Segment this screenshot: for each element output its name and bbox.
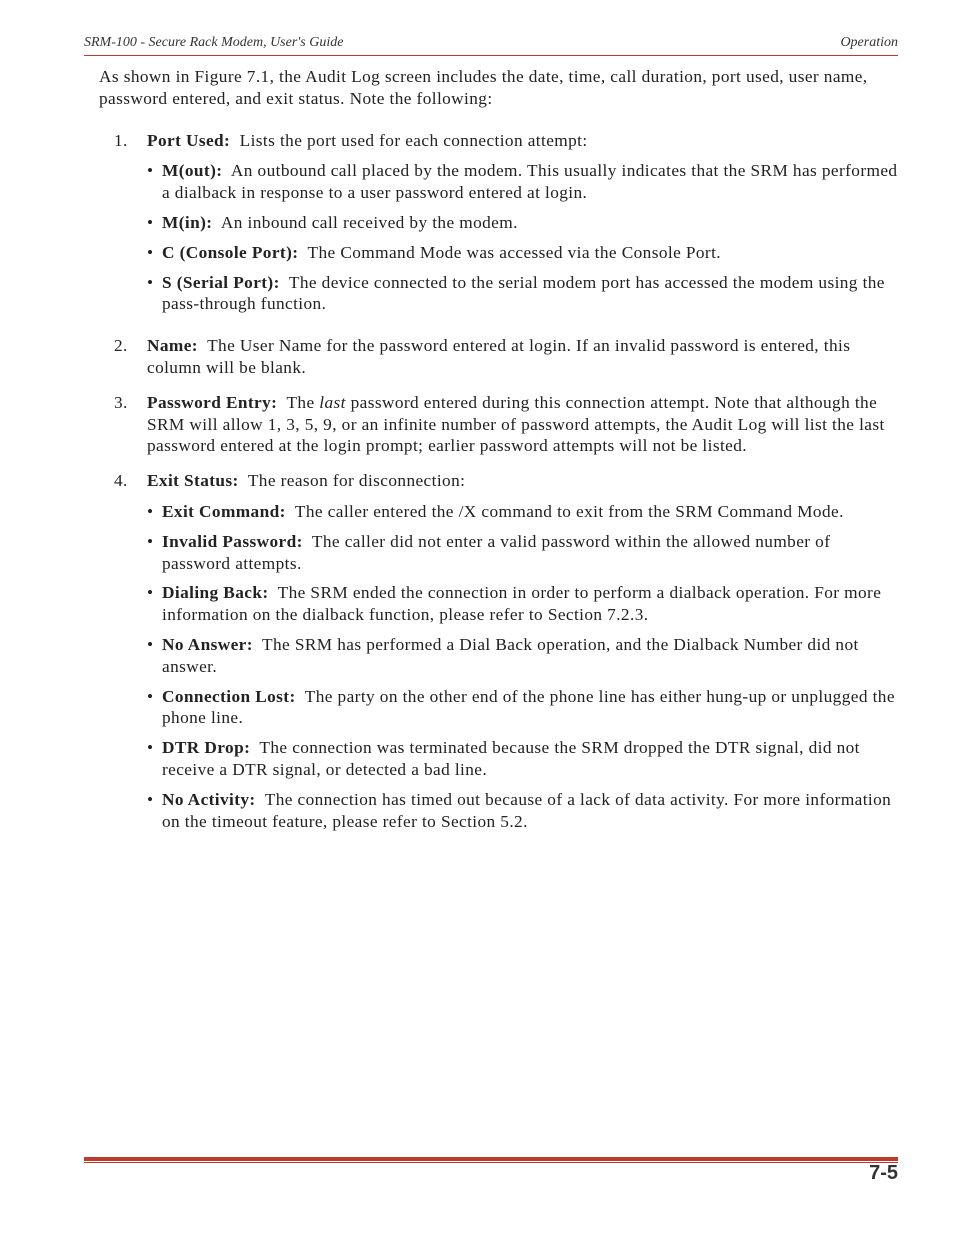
sub-text: The connection has timed out because of a lack of data activity. For more information on the timeout feature, please refer to Section 5.2.: [162, 789, 892, 831]
bullet: •: [147, 634, 154, 654]
sub-term: Exit Command:: [162, 501, 286, 521]
bullet: •: [147, 686, 154, 706]
list-item-exit-status: [99, 470, 899, 832]
item-text: The: [286, 392, 315, 412]
notes-list: [99, 130, 899, 833]
exit-status-sublist: [147, 501, 899, 832]
sub-text: The device connected to the serial modem port has accessed the modem using the pass-through function.: [162, 272, 885, 314]
sub-text: An outbound call placed by the modem. This usually indicates that the SRM has performed a dialback in response to a user password entered at login.: [162, 161, 898, 203]
sub-term: Connection Lost:: [162, 686, 296, 706]
sublist-item: [147, 686, 899, 730]
sublist-item: [147, 242, 899, 264]
sub-term: No Activity:: [162, 789, 256, 809]
sub-term: S (Serial Port):: [162, 272, 280, 292]
footer-rule-thin: [84, 1162, 898, 1163]
sublist-item: [147, 272, 899, 316]
sublist-item: [147, 789, 899, 833]
header-section: Operation: [840, 35, 898, 50]
header-title: SRM-100 - Secure Rack Modem, User's Guide: [84, 35, 344, 50]
list-item-password-entry: [99, 392, 899, 457]
sub-text: The caller did not enter a valid password within the allowed number of password attempts.: [162, 531, 831, 573]
item-term: Name:: [147, 336, 198, 356]
sublist-item: [147, 501, 899, 523]
item-number: 3.: [114, 392, 128, 412]
sub-term: C (Console Port):: [162, 242, 299, 262]
sub-term: M(in):: [162, 212, 213, 232]
bullet: •: [147, 531, 154, 551]
sub-text: The party on the other end of the phone line has either hung-up or unplugged the phone line.: [162, 686, 895, 728]
sublist-item: [147, 212, 899, 234]
sub-term: Invalid Password:: [162, 531, 303, 551]
sublist-item: [147, 634, 899, 678]
item-term: Password Entry:: [147, 392, 278, 412]
sub-term: DTR Drop:: [162, 738, 251, 758]
footer-rule: [84, 1157, 898, 1161]
sublist-item: [147, 160, 899, 204]
bullet: •: [147, 161, 154, 181]
sublist-item: [147, 737, 899, 781]
sublist-item: [147, 582, 899, 626]
port-used-sublist: [147, 160, 899, 315]
sub-text: The SRM ended the connection in order to perform a dialback operation. For more information on the dialback function, please refer to Section 7.2.3.: [162, 583, 882, 625]
header-rule: [84, 55, 898, 56]
bullet: •: [147, 242, 154, 262]
item-emphasis: last: [319, 392, 346, 412]
item-number: 4.: [114, 471, 128, 491]
bullet: •: [147, 212, 154, 232]
sub-term: Dialing Back:: [162, 583, 269, 603]
bullet: •: [147, 501, 154, 521]
sub-text: An inbound call received by the modem.: [220, 212, 518, 232]
item-text: The User Name for the password entered at login. If an invalid password is entered, this column will be blank.: [147, 336, 851, 377]
sub-text: The SRM has performed a Dial Back operation, and the Dialback Number did not answer.: [162, 634, 859, 676]
item-text: password entered during this connection attempt. Note that although the SRM will allow 1, 3, 5, 9, or an infinite number of password attempts, the Audit Log will list the last password entered at the login prompt; earlier password attempts will not be listed.: [147, 392, 885, 456]
sublist-item: [147, 531, 899, 575]
item-term: Port Used:: [147, 130, 231, 150]
list-item-name: [99, 335, 899, 379]
item-text: The reason for disconnection:: [247, 471, 466, 491]
sub-term: No Answer:: [162, 634, 253, 654]
item-term: Exit Status:: [147, 471, 239, 491]
sub-text: The Command Mode was accessed via the Console Port.: [307, 242, 721, 262]
sub-term: M(out):: [162, 161, 223, 181]
item-text: Lists the port used for each connection attempt:: [239, 130, 588, 150]
sub-text: The connection was terminated because the SRM dropped the DTR signal, did not receive a DTR signal, or detected a bad line.: [162, 738, 860, 779]
page-number: 7-5: [869, 1162, 898, 1184]
sub-text: The caller entered the /X command to exit from the SRM Command Mode.: [294, 501, 844, 521]
page-body: [99, 66, 899, 832]
item-number: 2.: [114, 336, 128, 356]
bullet: •: [147, 272, 154, 292]
item-number: 1.: [114, 130, 128, 150]
bullet: •: [147, 789, 154, 809]
list-item-port-used: [99, 130, 899, 316]
bullet: •: [147, 583, 154, 603]
bullet: •: [147, 738, 154, 758]
intro-paragraph: As shown in Figure 7.1, the Audit Log screen includes the date, time, call duration, port used, user name, password entered, and exit status. Note the following:: [99, 67, 868, 108]
